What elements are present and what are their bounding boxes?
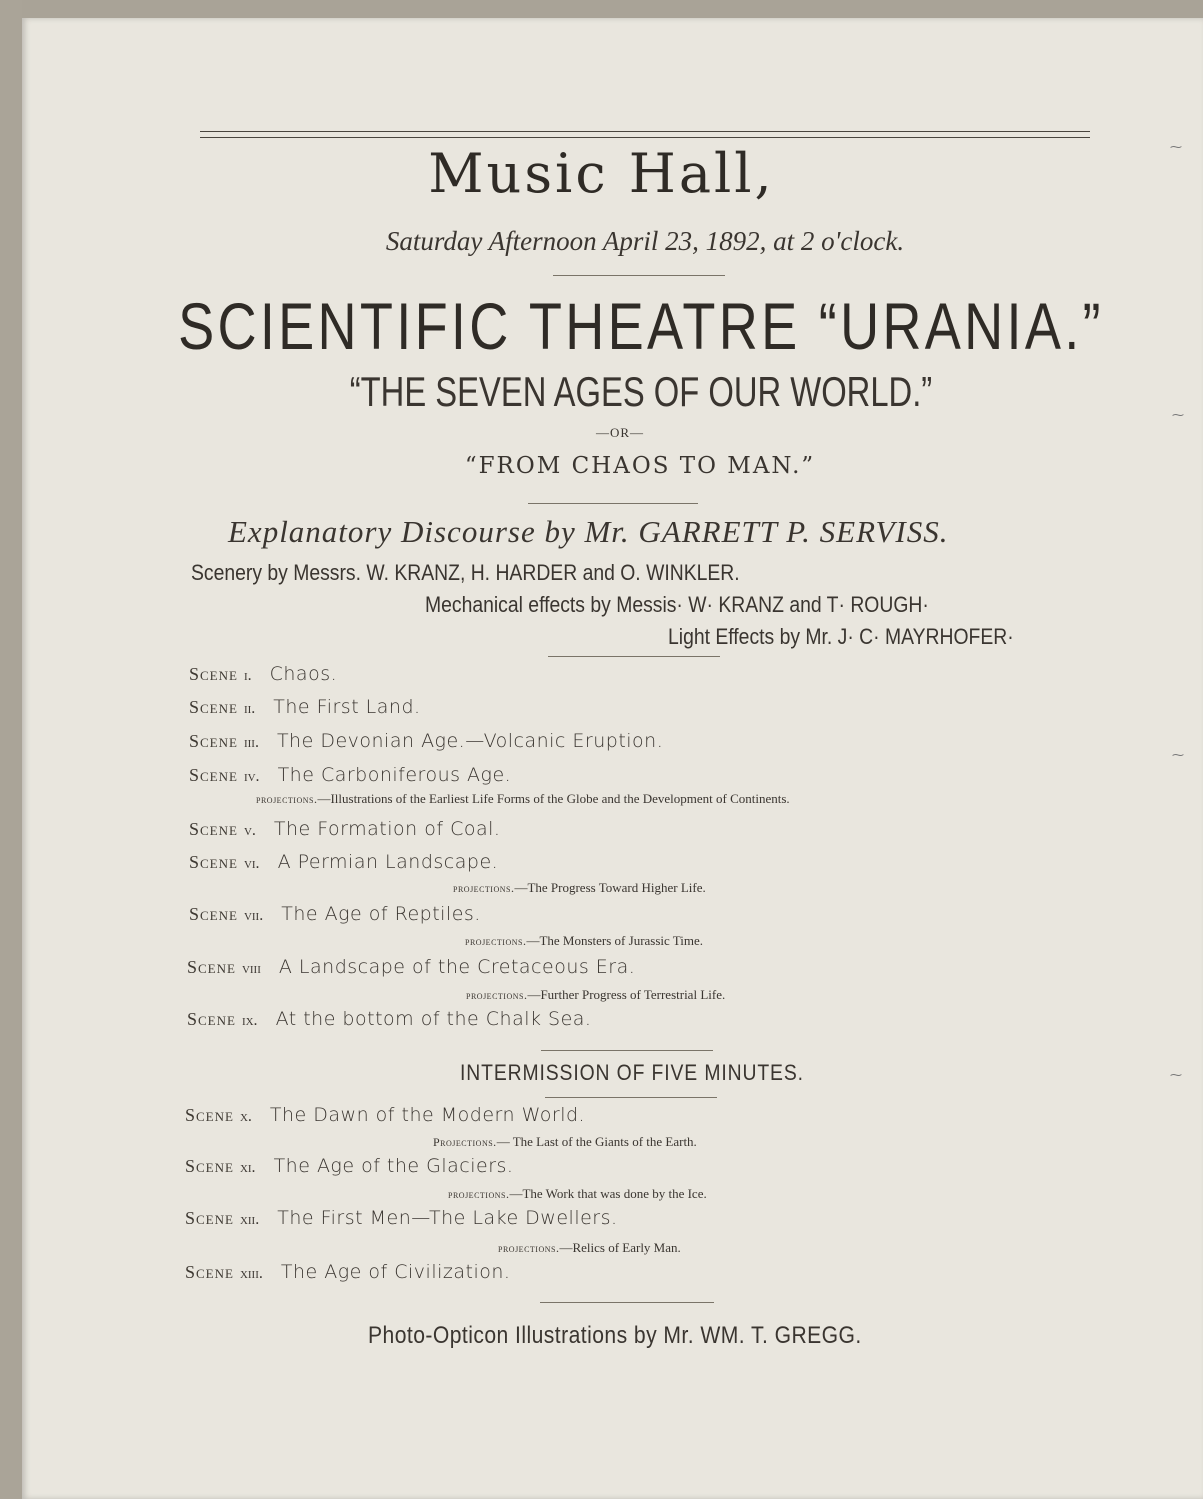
scene-row: [185, 1207, 618, 1230]
projection-note: [453, 880, 706, 896]
scene-label: Scene: [185, 1156, 234, 1176]
scene-label: Scene: [189, 765, 238, 785]
alt-title: “FROM CHAOS TO MAN.”: [464, 453, 816, 479]
projection-lead: projections.: [448, 1187, 510, 1201]
projection-note: [433, 1134, 697, 1150]
page-top-edge: [0, 0, 1203, 18]
divider: [553, 275, 725, 276]
theatre-title: SCIENTIFIC THEATRE “URANIA.”: [178, 289, 1104, 363]
top-double-rule: [200, 131, 1090, 138]
divider: [541, 1050, 713, 1051]
dateline: Saturday Afternoon April 23, 1892, at 2 o'clock.: [385, 226, 905, 256]
scene-number: ix.: [241, 1012, 258, 1029]
footer-credit: Photo-Opticon Illustrations by Mr. WM. T. GREGG.: [368, 1322, 862, 1349]
scene-number: v.: [243, 822, 256, 839]
scene-title: A Permian Landscape.: [277, 851, 499, 873]
scene-number: vi.: [243, 855, 260, 872]
projection-text: —Further Progress of Terrestrial Life.: [527, 987, 726, 1002]
scene-number: xi.: [239, 1159, 256, 1176]
scene-number: iv.: [243, 768, 260, 785]
projection-lead: projections.: [453, 881, 515, 895]
scene-label: Scene: [187, 1009, 236, 1029]
projection-note: [498, 1240, 681, 1256]
scene-title: The First Land.: [273, 696, 421, 718]
scene-number: i.: [243, 667, 252, 684]
margin-mark: ⁓: [1172, 748, 1184, 762]
venue-title: Music Hall,: [428, 142, 775, 205]
scene-number: iii.: [243, 734, 259, 751]
scene-label: Scene: [189, 731, 238, 751]
divider: [540, 1302, 714, 1303]
scene-title: At the bottom of the Chalk Sea.: [275, 1008, 592, 1030]
scene-label: Scene: [185, 1208, 234, 1228]
scene-title: Chaos.: [269, 663, 338, 685]
discourse-credit: Explanatory Discourse by Mr. GARRETT P. SERVISS.: [228, 514, 949, 549]
projection-text: —Illustrations of the Earliest Life Forms of the Globe and the Development of Continents.: [317, 791, 790, 806]
or-separator: —OR—: [596, 425, 645, 440]
scene-row: [189, 663, 337, 686]
projection-note: [466, 987, 725, 1003]
scene-label: Scene: [185, 1262, 234, 1282]
scene-number: xiii.: [239, 1265, 263, 1282]
scene-title: The Age of Reptiles.: [281, 903, 481, 925]
scene-title: A Landscape of the Cretaceous Era.: [278, 956, 636, 978]
scene-number: xii.: [239, 1211, 260, 1228]
scene-label: Scene: [185, 1105, 234, 1125]
scene-row: [189, 696, 421, 719]
scene-title: The Dawn of the Modern World.: [269, 1104, 586, 1126]
scene-row: [185, 1104, 585, 1127]
scene-number: vii.: [243, 907, 264, 924]
scene-label: Scene: [189, 904, 238, 924]
divider: [548, 656, 720, 657]
scene-label: Scene: [189, 819, 238, 839]
projection-note: [448, 1186, 707, 1202]
projection-text: —Relics of Early Man.: [559, 1240, 681, 1255]
projection-lead: projections.: [498, 1241, 560, 1255]
projection-text: —The Progress Toward Higher Life.: [514, 880, 706, 895]
projection-lead: projections.: [466, 988, 528, 1002]
scene-number: viii: [241, 960, 261, 977]
divider: [528, 503, 698, 504]
projection-note: [465, 933, 703, 949]
scene-label: Scene: [187, 957, 236, 977]
scene-title: The First Men—The Lake Dwellers.: [277, 1207, 618, 1229]
subtitle: “THE SEVEN AGES OF OUR WORLD.”: [349, 368, 933, 415]
scene-label: Scene: [189, 852, 238, 872]
scene-row: [189, 764, 511, 787]
margin-mark: ⁓: [1170, 140, 1182, 154]
scene-row: [187, 956, 635, 979]
scene-label: Scene: [189, 664, 238, 684]
mechanical-credit: Mechanical effects by Messis· W· KRANZ and T· ROUGH·: [425, 592, 929, 617]
scene-row: [189, 903, 481, 926]
scene-number: ii.: [243, 700, 256, 717]
page-left-edge: [0, 0, 22, 1499]
scene-number: x.: [239, 1108, 252, 1125]
projection-text: —The Work that was done by the Ice.: [509, 1186, 707, 1201]
projection-lead: projections.: [256, 792, 318, 806]
scene-title: The Formation of Coal.: [273, 818, 501, 840]
scene-title: The Age of the Glaciers.: [273, 1155, 514, 1177]
margin-mark: ⁓: [1172, 408, 1184, 422]
light-credit: Light Effects by Mr. J· C· MAYRHOFER·: [668, 624, 1014, 649]
scene-row: [189, 851, 498, 874]
scene-title: The Carboniferous Age.: [277, 764, 512, 786]
projection-lead: projections.: [465, 934, 527, 948]
margin-mark: ⁓: [1170, 1068, 1182, 1082]
projection-text: — The Last of the Giants of the Earth.: [496, 1134, 697, 1149]
scene-row: [185, 1155, 513, 1178]
projection-text: —The Monsters of Jurassic Time.: [526, 933, 704, 948]
scene-row: [189, 730, 663, 753]
divider: [545, 1097, 717, 1098]
scenery-credit: Scenery by Messrs. W. KRANZ, H. HARDER and O. WINKLER.: [191, 560, 740, 585]
scene-row: [187, 1008, 591, 1031]
intermission-notice: INTERMISSION OF FIVE MINUTES.: [460, 1060, 804, 1085]
projection-note: [256, 791, 790, 807]
scene-label: Scene: [189, 697, 238, 717]
scene-title: The Age of Civilization.: [280, 1261, 511, 1283]
scene-title: The Devonian Age.—Volcanic Eruption.: [276, 730, 664, 752]
scene-row: [185, 1261, 510, 1284]
scene-row: [189, 818, 500, 841]
projection-lead: Projections.: [433, 1135, 497, 1149]
